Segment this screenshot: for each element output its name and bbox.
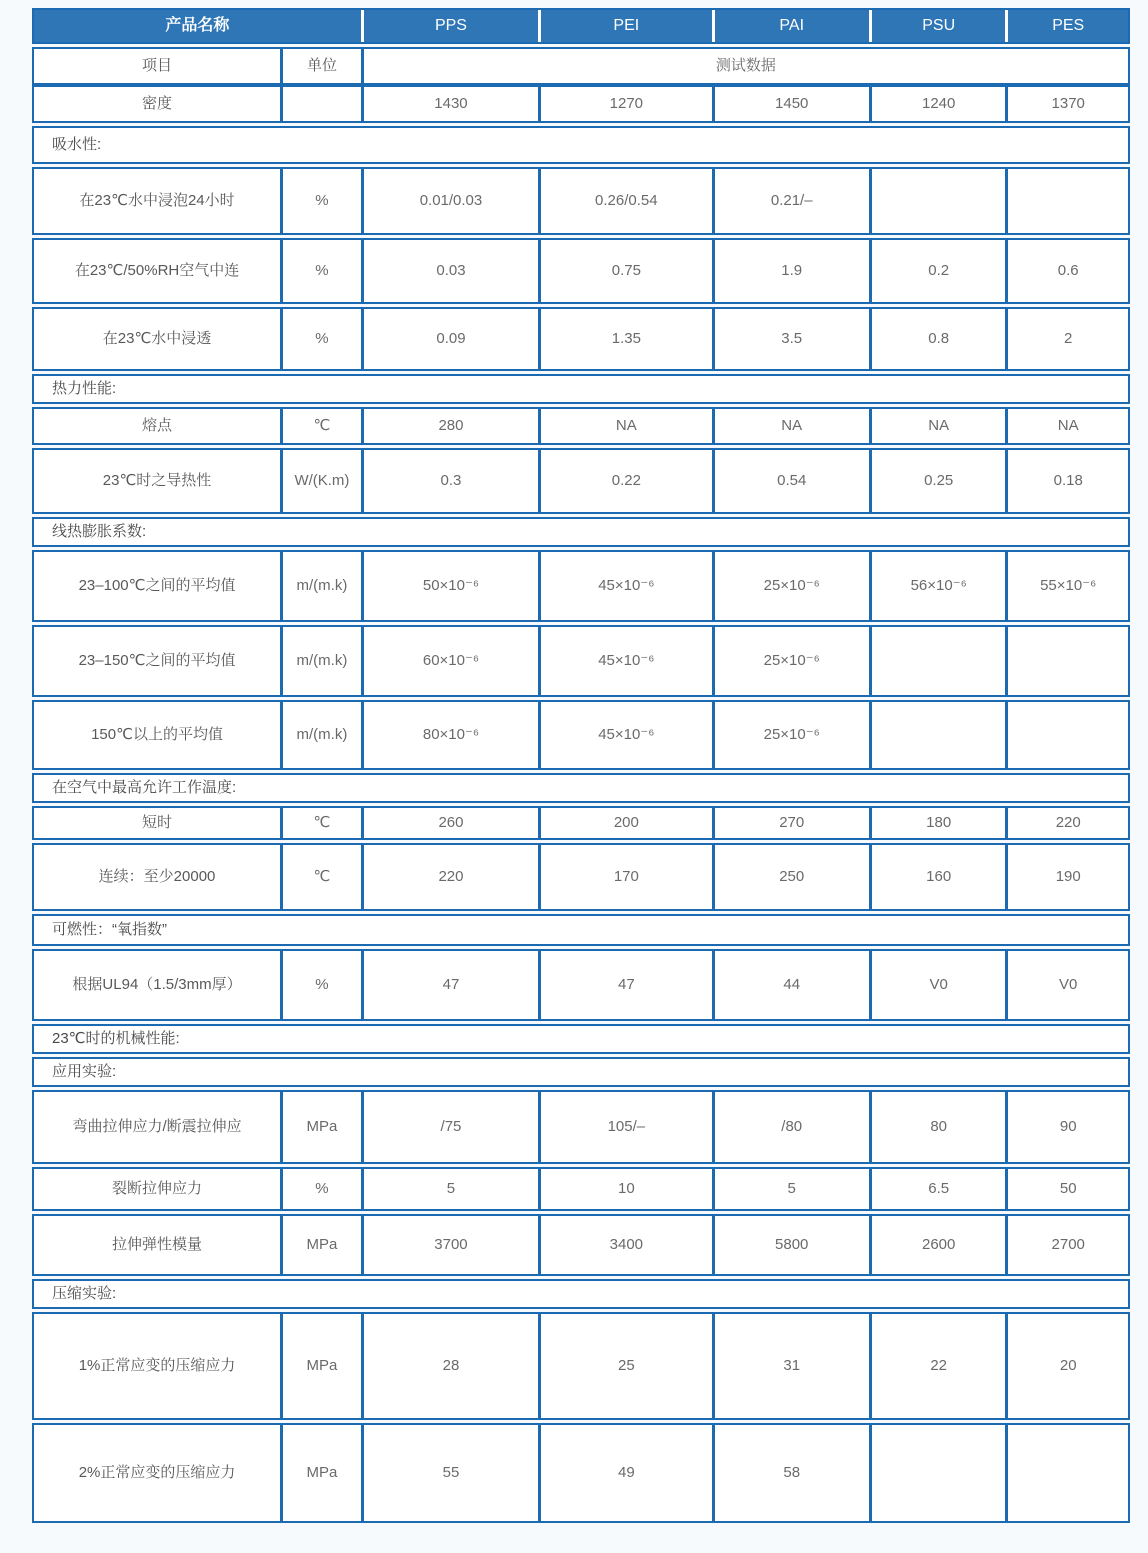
- value-cell: 5: [712, 1169, 869, 1209]
- row-label: 1%正常应变的压缩应力: [78, 1356, 236, 1374]
- section-label: 吸水性:: [52, 135, 102, 153]
- value-cell: 0.01/0.03: [361, 169, 538, 233]
- item-header-cell: 项目: [142, 56, 173, 74]
- value-cell: 25×10⁻⁶: [712, 552, 869, 620]
- test-data-header-cell: 测试数据: [361, 49, 1128, 83]
- unit-cell: MPa: [280, 1092, 361, 1162]
- value-cell: 10: [538, 1169, 711, 1209]
- value-cell: 180: [869, 808, 1006, 838]
- value-cell: 170: [538, 845, 711, 909]
- section-label: 23℃时的机械性能:: [52, 1029, 180, 1047]
- value-cell: 1.35: [538, 309, 711, 369]
- table-row: [32, 1423, 1130, 1523]
- value-cell: 105/–: [538, 1092, 711, 1162]
- value-cell: 56×10⁻⁶: [869, 552, 1006, 620]
- table-row: [32, 700, 1130, 770]
- table-row: [32, 307, 1130, 371]
- value-cell: 2600: [869, 1216, 1006, 1274]
- value-cell: 45×10⁻⁶: [538, 627, 711, 695]
- value-cell: [1005, 627, 1128, 695]
- value-cell: V0: [869, 951, 1006, 1019]
- value-cell: 3700: [361, 1216, 538, 1274]
- value-cell: 220: [361, 845, 538, 909]
- section-row: [32, 1024, 1130, 1054]
- row-label: 在23℃水中浸泡24小时: [79, 191, 235, 209]
- section-row: [32, 1057, 1130, 1087]
- section-row: [32, 517, 1130, 547]
- value-cell: [1005, 169, 1128, 233]
- section-label: 热力性能:: [52, 379, 117, 397]
- value-cell: 25×10⁻⁶: [712, 627, 869, 695]
- value-cell: 1.9: [712, 240, 869, 302]
- table-row: [32, 625, 1130, 697]
- value-cell: 5: [361, 1169, 538, 1209]
- value-cell: 0.18: [1005, 450, 1128, 512]
- table-row: [32, 550, 1130, 622]
- table-body: [32, 85, 1130, 1523]
- unit-cell: MPa: [280, 1314, 361, 1418]
- value-cell: 5800: [712, 1216, 869, 1274]
- row-label: 23℃时之导热性: [102, 471, 212, 489]
- row-label: 根据UL94（1.5/3mm厚）: [72, 975, 242, 993]
- value-cell: 1240: [869, 87, 1006, 121]
- section-row: [32, 126, 1130, 164]
- column-header-pai: PAI: [712, 10, 869, 42]
- value-cell: 260: [361, 808, 538, 838]
- value-cell: 60×10⁻⁶: [361, 627, 538, 695]
- value-cell: 44: [712, 951, 869, 1019]
- value-cell: 90: [1005, 1092, 1128, 1162]
- value-cell: 31: [712, 1314, 869, 1418]
- table-row: [32, 843, 1130, 911]
- row-label: 连续：至少20000: [98, 867, 216, 885]
- value-cell: 0.21/–: [712, 169, 869, 233]
- column-header-pei: PEI: [538, 10, 711, 42]
- unit-cell: MPa: [280, 1216, 361, 1274]
- value-cell: 25×10⁻⁶: [712, 702, 869, 768]
- value-cell: 25: [538, 1314, 711, 1418]
- value-cell: 20: [1005, 1314, 1128, 1418]
- value-cell: 0.25: [869, 450, 1006, 512]
- value-cell: 0.03: [361, 240, 538, 302]
- row-label: 23–150℃之间的平均值: [78, 651, 236, 669]
- value-cell: 1270: [538, 87, 711, 121]
- value-cell: 190: [1005, 845, 1128, 909]
- value-cell: NA: [712, 409, 869, 443]
- table-row: [32, 1214, 1130, 1276]
- value-cell: [869, 1425, 1006, 1521]
- column-header-psu: PSU: [869, 10, 1006, 42]
- value-cell: 80×10⁻⁶: [361, 702, 538, 768]
- value-cell: 220: [1005, 808, 1128, 838]
- value-cell: 0.26/0.54: [538, 169, 711, 233]
- value-cell: 200: [538, 808, 711, 838]
- table-header-row: [32, 8, 1130, 44]
- table-row: [32, 238, 1130, 304]
- unit-cell: W/(K.m): [280, 450, 361, 512]
- section-label: 应用实验:: [52, 1062, 117, 1080]
- value-cell: NA: [869, 409, 1006, 443]
- value-cell: /80: [712, 1092, 869, 1162]
- value-cell: 0.75: [538, 240, 711, 302]
- table-row: [32, 1312, 1130, 1420]
- row-label: 在23℃水中浸透: [102, 329, 212, 347]
- value-cell: 160: [869, 845, 1006, 909]
- value-cell: 28: [361, 1314, 538, 1418]
- value-cell: 45×10⁻⁶: [538, 552, 711, 620]
- table-subheader-row: [32, 47, 1130, 85]
- table-row: [32, 448, 1130, 514]
- column-header-pps: PPS: [361, 10, 538, 42]
- row-label: 在23℃/50%RH空气中连: [74, 261, 240, 279]
- unit-cell: %: [280, 309, 361, 369]
- table-row: [32, 1090, 1130, 1164]
- unit-cell: ℃: [280, 845, 361, 909]
- row-label: 23–100℃之间的平均值: [78, 576, 236, 594]
- unit-cell: %: [280, 1169, 361, 1209]
- value-cell: 280: [361, 409, 538, 443]
- value-cell: [1005, 1425, 1128, 1521]
- section-row: [32, 1279, 1130, 1309]
- section-row: [32, 374, 1130, 404]
- table-row: [32, 407, 1130, 445]
- section-label: 可燃性：“氧指数”: [52, 920, 167, 938]
- row-label: 弯曲拉伸应力/断震拉伸应: [72, 1117, 242, 1135]
- value-cell: 6.5: [869, 1169, 1006, 1209]
- row-label: 短时: [142, 813, 173, 831]
- unit-header-cell: 单位: [280, 49, 361, 83]
- table-row: [32, 949, 1130, 1021]
- row-label: 熔点: [142, 416, 173, 434]
- value-cell: 50: [1005, 1169, 1128, 1209]
- value-cell: 0.8: [869, 309, 1006, 369]
- unit-cell: m/(m.k): [280, 552, 361, 620]
- row-label: 150℃以上的平均值: [91, 725, 223, 743]
- value-cell: 80: [869, 1092, 1006, 1162]
- value-cell: 250: [712, 845, 869, 909]
- unit-cell: ℃: [280, 409, 361, 443]
- column-header-pes: PES: [1005, 10, 1128, 42]
- value-cell: 3.5: [712, 309, 869, 369]
- value-cell: /75: [361, 1092, 538, 1162]
- value-cell: [869, 702, 1006, 768]
- section-label: 在空气中最高允许工作温度:: [52, 778, 237, 796]
- table-row: [32, 806, 1130, 840]
- material-spec-table: [32, 8, 1130, 1523]
- value-cell: 1450: [712, 87, 869, 121]
- row-label: 2%正常应变的压缩应力: [78, 1463, 236, 1481]
- value-cell: 1370: [1005, 87, 1128, 121]
- product-name-header-cell: 产品名称: [34, 10, 361, 42]
- unit-cell: MPa: [280, 1425, 361, 1521]
- section-label: 压缩实验:: [52, 1284, 117, 1302]
- unit-cell: m/(m.k): [280, 627, 361, 695]
- value-cell: 0.54: [712, 450, 869, 512]
- value-cell: 0.6: [1005, 240, 1128, 302]
- row-label: 裂断拉伸应力: [112, 1179, 203, 1197]
- row-label: 密度: [142, 94, 173, 112]
- unit-cell: [280, 87, 361, 121]
- value-cell: 2: [1005, 309, 1128, 369]
- unit-cell: m/(m.k): [280, 702, 361, 768]
- value-cell: V0: [1005, 951, 1128, 1019]
- table-row: [32, 167, 1130, 235]
- value-cell: [1005, 702, 1128, 768]
- value-cell: 3400: [538, 1216, 711, 1274]
- value-cell: 45×10⁻⁶: [538, 702, 711, 768]
- value-cell: 1430: [361, 87, 538, 121]
- unit-cell: %: [280, 951, 361, 1019]
- value-cell: NA: [538, 409, 711, 443]
- table-row: [32, 85, 1130, 123]
- value-cell: 47: [538, 951, 711, 1019]
- section-row: [32, 773, 1130, 803]
- value-cell: [869, 627, 1006, 695]
- value-cell: 2700: [1005, 1216, 1128, 1274]
- unit-cell: %: [280, 169, 361, 233]
- value-cell: 0.09: [361, 309, 538, 369]
- unit-cell: ℃: [280, 808, 361, 838]
- value-cell: 0.3: [361, 450, 538, 512]
- section-row: [32, 914, 1130, 946]
- value-cell: [869, 169, 1006, 233]
- value-cell: 55: [361, 1425, 538, 1521]
- value-cell: 270: [712, 808, 869, 838]
- value-cell: NA: [1005, 409, 1128, 443]
- section-label: 线热膨胀系数:: [52, 522, 147, 540]
- unit-cell: %: [280, 240, 361, 302]
- value-cell: 58: [712, 1425, 869, 1521]
- value-cell: 0.22: [538, 450, 711, 512]
- value-cell: 55×10⁻⁶: [1005, 552, 1128, 620]
- table-row: [32, 1167, 1130, 1211]
- value-cell: 47: [361, 951, 538, 1019]
- value-cell: 49: [538, 1425, 711, 1521]
- value-cell: 50×10⁻⁶: [361, 552, 538, 620]
- value-cell: 22: [869, 1314, 1006, 1418]
- row-label: 拉伸弹性模量: [112, 1235, 203, 1253]
- value-cell: 0.2: [869, 240, 1006, 302]
